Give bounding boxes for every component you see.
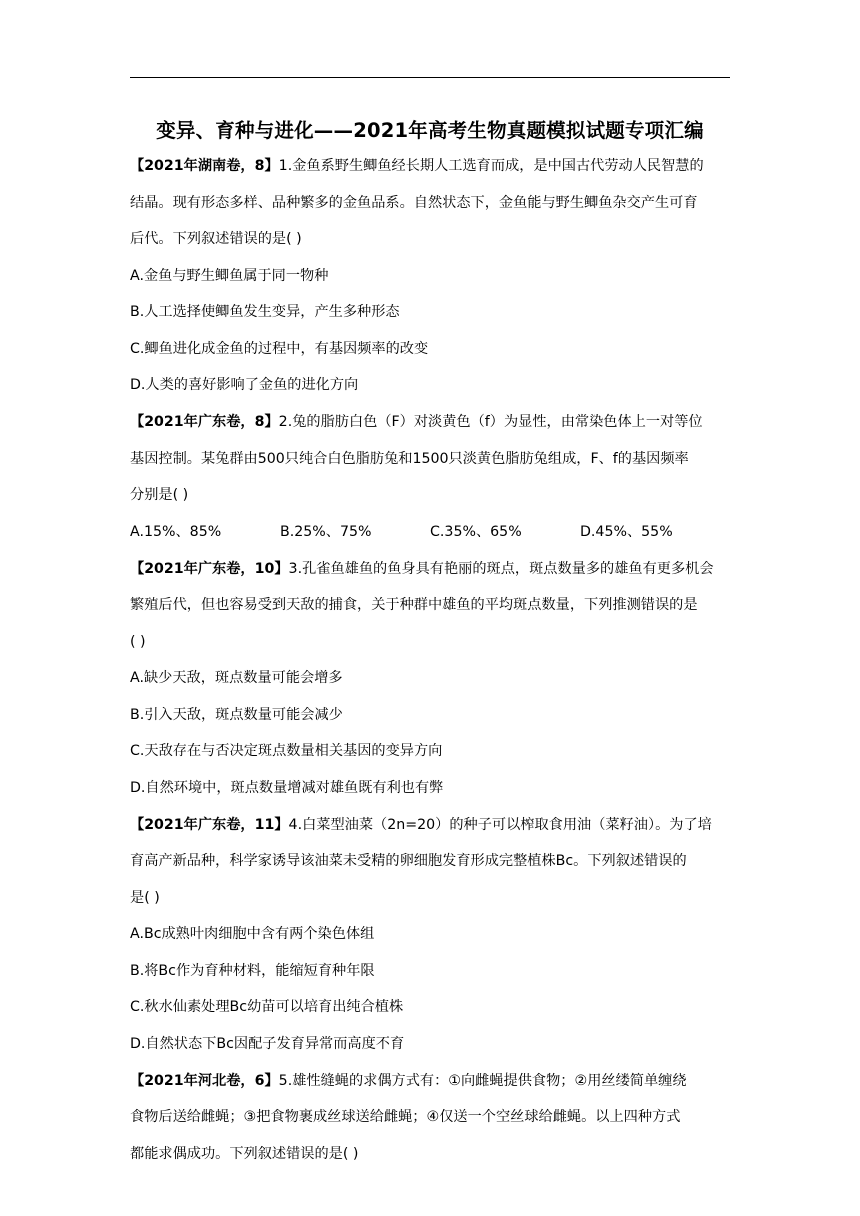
question-text-line: 是( ) <box>130 889 160 906</box>
question-source: 【2021年河北卷，6】 <box>130 1072 279 1089</box>
option-b: B.将Bc作为育种材料，能缩短育种年限 <box>130 962 375 979</box>
option-b: B.引入天敌，斑点数量可能会减少 <box>130 706 343 723</box>
option-b: B.人工选择使鲫鱼发生变异，产生多种形态 <box>130 304 400 320</box>
document-body <box>130 152 730 1169</box>
option-d: D.人类的喜好影响了金鱼的进化方向 <box>130 377 359 393</box>
question-text-line: 结晶。现有形态多样、品种繁多的金鱼品系。自然状态下，金鱼能与野生鲫鱼杂交产生可育 <box>130 194 698 211</box>
question-text-line: 1.金鱼系野生鲫鱼经长期人工选育而成，是中国古代劳动人民智慧的 <box>278 158 704 174</box>
question-3 <box>130 555 730 584</box>
option-b: B.25%、75% <box>280 523 372 540</box>
question-text-line: 分别是( ) <box>130 487 189 503</box>
option-d: D.45%、55% <box>580 523 673 540</box>
question-source: 【2021年广东卷，11】 <box>130 816 289 833</box>
question-2 <box>130 408 730 437</box>
option-c: C.35%、65% <box>430 523 522 540</box>
option-c: C.天敌存在与否决定斑点数量相关基因的变异方向 <box>130 743 443 759</box>
question-text-line: 都能求偶成功。下列叙述错误的是( ) <box>130 1145 359 1162</box>
question-text-line: 3.孔雀鱼雄鱼的鱼身具有艳丽的斑点，斑点数量多的雄鱼有更多机会 <box>288 560 714 577</box>
question-text-line: 育高产新品种，科学家诱导该油菜未受精的卵细胞发育形成完整植株Bc。下列叙述错误的 <box>130 853 687 869</box>
question-text-line: 食物后送给雌蝇；③把食物裹成丝球送给雌蝇；④仅送一个空丝球给雌蝇。以上四种方式 <box>130 1109 681 1125</box>
question-1 <box>130 152 730 181</box>
question-text-line: 基因控制。某兔群由500只纯合白色脂肪兔和1500只淡黄色脂肪兔组成，F、f的基因频率 <box>130 450 689 467</box>
question-text-line: 4.白菜型油菜（2n=20）的种子可以榨取食用油（菜籽油）。为了培 <box>288 816 712 833</box>
option-c: C.秋水仙素处理Bc幼苗可以培育出纯合植株 <box>130 999 404 1015</box>
option-d: D.自然环境中，斑点数量增减对雄鱼既有利也有弊 <box>130 779 444 796</box>
question-text-line: 后代。下列叙述错误的是( ) <box>130 231 302 247</box>
question-text-line: ( ) <box>130 633 146 650</box>
question-source: 【2021年湖南卷，8】 <box>130 158 279 174</box>
option-c: C.鲫鱼进化成金鱼的过程中，有基因频率的改变 <box>130 340 429 357</box>
question-5 <box>130 1067 730 1096</box>
page-title: 变异、育种与进化——2021年高考生物真题模拟试题专项汇编 <box>156 119 704 142</box>
options-row <box>130 518 730 547</box>
question-text-line: 5.雄性缝蝇的求偶方式有：①向雌蝇提供食物；②用丝缕简单缠绕 <box>278 1072 687 1089</box>
question-text-line: 繁殖后代，但也容易受到天敌的捕食，关于种群中雄鱼的平均斑点数量，下列推测错误的是 <box>130 597 698 613</box>
header-rule <box>130 77 730 78</box>
question-source: 【2021年广东卷，8】 <box>130 414 279 430</box>
option-a: A.金鱼与野生鲫鱼属于同一物种 <box>130 267 329 284</box>
question-4 <box>130 811 730 840</box>
question-text-line: 2.兔的脂肪白色（F）对淡黄色（f）为显性，由常染色体上一对等位 <box>278 414 703 430</box>
option-d: D.自然状态下Bc因配子发育异常而高度不育 <box>130 1035 405 1052</box>
option-a: A.15%、85% <box>130 523 222 540</box>
option-a: A.Bc成熟叶肉细胞中含有两个染色体组 <box>130 926 375 942</box>
question-source: 【2021年广东卷，10】 <box>130 560 289 577</box>
option-a: A.缺少天敌，斑点数量可能会增多 <box>130 670 343 686</box>
